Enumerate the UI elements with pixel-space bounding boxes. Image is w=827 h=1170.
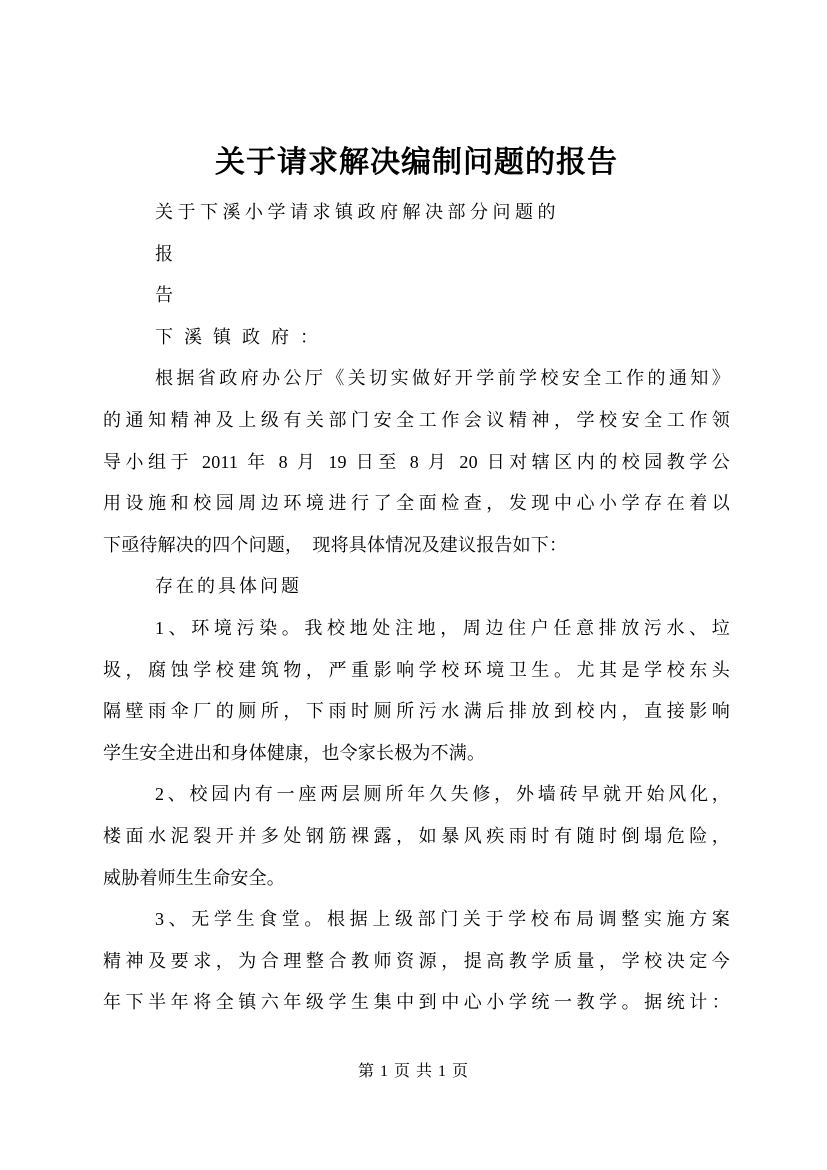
document-line: 下溪镇政府： [155,326,329,347]
document-title: 关于请求解决编制问题的报告 [215,146,618,179]
document-line: 威胁着师生生命安全。 [103,867,285,888]
document-line: 1、环境污染。我校地处注地，周边住户任意排放污水、垃 [155,617,730,638]
document-line: 告 [155,285,174,306]
document-line: 精神及要求，为合理整合教师资源，提高教学质量，学校决定今 [103,950,730,971]
document-line: 关于下溪小学请求镇政府解决部分问题的 [155,202,560,222]
document-line: 的通知精神及上级有关部门安全工作会议精神，学校安全工作领 [103,409,730,430]
document-line: 3、无学生食堂。根据上级部门关于学校布局调整实施方案 [155,909,730,930]
document-line: 根据省政府办公厅《关切实做好开学前学校安全工作的通知》 [155,368,730,389]
document-line: 导小组于 2011 年 8 月 19 日至 8 月 20 日对辖区内的校园教学公 [103,451,730,472]
page-number: 第 1 页 共 1 页 [357,1063,469,1080]
document-line: 报 [155,243,174,264]
document-line: 圾，腐蚀学校建筑物，严重影响学校环境卫生。尤其是学校东头 [103,659,730,680]
document-line: 楼面水泥裂开并多处钢筋裸露，如暴风疾雨时有随时倒塌危险， [103,825,730,846]
document-line: 隔壁雨伞厂的厕所，下雨时厕所污水满后排放到校内，直接影响 [103,701,730,722]
document-line: 学生安全进出和身体健康，也令家长极为不满。 [103,742,486,763]
document-line: 2、校园内有一座两层厕所年久失修，外墙砖早就开始风化， [155,784,730,805]
document-line: 用设施和校园周边环境进行了全面检查，发现中心小学存在着以 [103,493,730,514]
document-line: 下亟待解决的四个问题， 现将具体情况及建议报告如下： [103,534,568,555]
page-footer [0,1060,827,1084]
document-line: 年下半年将全镇六年级学生集中到中心小学统一教学。据统计： [103,992,730,1013]
document-line: 存在的具体问题 [155,576,302,597]
document-body [103,192,730,1024]
